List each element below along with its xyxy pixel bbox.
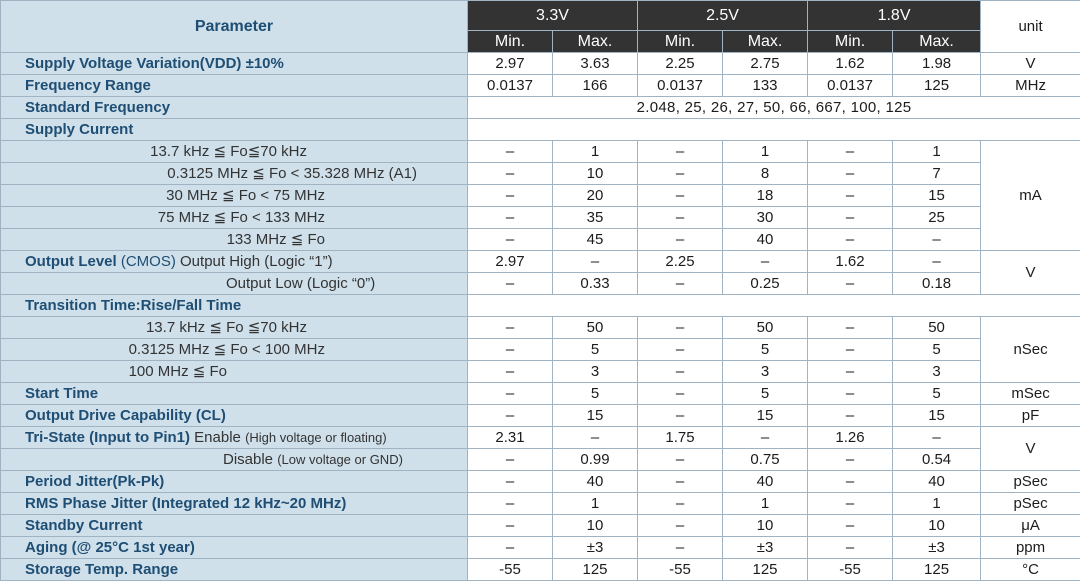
cell: 1 [723,493,808,515]
sub-label: 133 MHz ≦ Fo [1,229,468,251]
cell: 0.0137 [808,75,893,97]
row-label: Storage Temp. Range [1,559,468,581]
cell: – [468,449,553,471]
cell: 40 [553,471,638,493]
cell: – [638,383,723,405]
v33-header: 3.3V [468,1,638,31]
cell: 5 [893,339,981,361]
section-row [1,295,1080,317]
unit-cell: °C [981,559,1080,581]
cell: 125 [893,75,981,97]
unit-cell: MHz [981,75,1080,97]
cell: – [638,163,723,185]
cell: – [638,515,723,537]
v18-header: 1.8V [808,1,981,31]
cell: 3.63 [553,53,638,75]
cell: – [723,251,808,273]
cell: 18 [723,185,808,207]
cell: 0.25 [723,273,808,295]
unit-cell: pF [981,405,1080,427]
unit-cell: mSec [981,383,1080,405]
cell: -55 [468,559,553,581]
table-row [1,427,1080,449]
row-label [1,251,468,273]
section-row [1,119,1080,141]
table-row [1,185,1080,207]
max-header: Max. [553,31,638,53]
enable-note: (High voltage or floating) [245,430,387,445]
cell: 5 [893,383,981,405]
unit-cell: ppm [981,537,1080,559]
cell: 1.62 [808,53,893,75]
cell: 5 [553,383,638,405]
cell: 3 [553,361,638,383]
section-label: Transition Time:Rise/Fall Time [1,295,468,317]
cell: – [808,449,893,471]
row-label: Standard Frequency [1,97,468,119]
max-header: Max. [893,31,981,53]
cell: 10 [723,515,808,537]
tristate-label: Tri-State (Input to Pin1) [25,429,190,446]
cell: 45 [553,229,638,251]
standard-frequency-values: 2.048, 25, 26, 27, 50, 66, 667, 100, 125 [468,97,1080,119]
cell: 40 [893,471,981,493]
cell: – [893,229,981,251]
cell: 10 [553,163,638,185]
enable-label: Enable [194,429,241,446]
row-label: Output Drive Capability (CL) [1,405,468,427]
cell: 2.31 [468,427,553,449]
cell: – [808,361,893,383]
cell: – [638,537,723,559]
table-row [1,229,1080,251]
cell: 3 [723,361,808,383]
cell: 1 [893,493,981,515]
cell: 0.54 [893,449,981,471]
table-row [1,53,1080,75]
cell: – [638,185,723,207]
table-row [1,515,1080,537]
cell: – [468,207,553,229]
cell: 1 [893,141,981,163]
cell: 15 [723,405,808,427]
cell: – [638,207,723,229]
cell: – [638,493,723,515]
cell: – [808,405,893,427]
cell: 0.75 [723,449,808,471]
cell: 0.99 [553,449,638,471]
blank-cell [468,295,1080,317]
min-header: Min. [638,31,723,53]
cell: – [638,361,723,383]
cell: 2.25 [638,251,723,273]
cell: – [468,163,553,185]
unit-cell: nSec [981,317,1080,383]
sub-label: 75 MHz ≦ Fo < 133 MHz [1,207,468,229]
parameter-header: Parameter [1,1,468,53]
cell: – [468,229,553,251]
cell: 1.62 [808,251,893,273]
cell: 25 [893,207,981,229]
cell: ±3 [893,537,981,559]
cell: – [893,427,981,449]
cell: 10 [553,515,638,537]
table-row [1,75,1080,97]
cell: – [638,449,723,471]
cell: 1 [553,493,638,515]
cell: 2.75 [723,53,808,75]
cell: 1.26 [808,427,893,449]
cell: – [808,515,893,537]
table-row [1,339,1080,361]
table-row [1,273,1080,295]
cell: 35 [553,207,638,229]
cell: – [723,427,808,449]
cell: – [468,317,553,339]
cell: – [808,471,893,493]
cmos-tag: (CMOS) [121,253,176,270]
cell: – [468,383,553,405]
cell: ±3 [723,537,808,559]
row-label: RMS Phase Jitter (Integrated 12 kHz~20 MHz) [1,493,468,515]
cell: – [808,273,893,295]
cell: 50 [723,317,808,339]
cell: 7 [893,163,981,185]
cell: 166 [553,75,638,97]
unit-cell: pSec [981,471,1080,493]
cell: – [468,141,553,163]
row-label: Supply Voltage Variation(VDD) ±10% [1,53,468,75]
table-row [1,163,1080,185]
cell: – [808,383,893,405]
row-label: Aging (@ 25°C 1st year) [1,537,468,559]
cell: 2.97 [468,53,553,75]
cell: – [468,339,553,361]
sub-label: Output Low (Logic “0”) [1,273,468,295]
disable-note: (Low voltage or GND) [277,452,403,467]
table-row [1,141,1080,163]
min-header: Min. [468,31,553,53]
v25-header: 2.5V [638,1,808,31]
unit-cell: μA [981,515,1080,537]
table-row [1,559,1080,581]
cell: 10 [893,515,981,537]
cell: – [808,493,893,515]
cell: 8 [723,163,808,185]
cell: 3 [893,361,981,383]
table-row [1,251,1080,273]
table-row [1,97,1080,119]
cell: 40 [723,229,808,251]
cell: 2.25 [638,53,723,75]
cell: – [893,251,981,273]
cell: – [468,361,553,383]
row-label: Standby Current [1,515,468,537]
cell: 0.18 [893,273,981,295]
sub-label: 0.3125 MHz ≦ Fo < 35.328 MHz (A1) [1,163,468,185]
row-label [1,427,468,449]
cell: – [468,273,553,295]
cell: – [808,317,893,339]
table-row [1,317,1080,339]
unit-cell: pSec [981,493,1080,515]
min-header: Min. [808,31,893,53]
cell: – [468,405,553,427]
cell: – [638,141,723,163]
table-row [1,449,1080,471]
cell: 50 [893,317,981,339]
sub-label: 100 MHz ≦ Fo [1,361,468,383]
cell: – [808,537,893,559]
table-row [1,493,1080,515]
cell: – [808,163,893,185]
cell: – [553,251,638,273]
cell: 0.0137 [468,75,553,97]
cell: 5 [553,339,638,361]
cell: -55 [808,559,893,581]
cell: – [638,471,723,493]
section-label: Supply Current [1,119,468,141]
cell: 50 [553,317,638,339]
unit-cell: V [981,427,1080,471]
cell: 2.97 [468,251,553,273]
cell: -55 [638,559,723,581]
cell: 5 [723,339,808,361]
blank-cell [468,119,1080,141]
cell: – [468,537,553,559]
cell: – [808,141,893,163]
cell: – [808,229,893,251]
unit-cell: V [981,53,1080,75]
cell: 30 [723,207,808,229]
cell: 133 [723,75,808,97]
cell: – [638,229,723,251]
cell: 1.75 [638,427,723,449]
row-label: Period Jitter(Pk-Pk) [1,471,468,493]
cell: 40 [723,471,808,493]
output-level-label: Output Level [25,253,117,270]
cell: 0.33 [553,273,638,295]
output-high-label: Output High (Logic “1”) [180,253,333,270]
cell: 125 [893,559,981,581]
cell: – [468,515,553,537]
cell: 15 [893,185,981,207]
cell: – [638,273,723,295]
unit-cell: mA [981,141,1080,251]
cell: – [468,471,553,493]
table-row [1,361,1080,383]
sub-label: 30 MHz ≦ Fo < 75 MHz [1,185,468,207]
cell: – [808,339,893,361]
cell: 0.0137 [638,75,723,97]
table-row [1,405,1080,427]
cell: – [553,427,638,449]
disable-label: Disable [223,451,273,468]
table-row [1,383,1080,405]
cell: – [808,207,893,229]
sub-label: 13.7 kHz ≦ Fo≦70 kHz [1,141,468,163]
cell: – [638,405,723,427]
sub-label [1,449,468,471]
cell: 15 [893,405,981,427]
table-row [1,537,1080,559]
cell: – [638,339,723,361]
cell: 125 [553,559,638,581]
unit-header: unit [981,1,1080,53]
cell: 20 [553,185,638,207]
cell: 1.98 [893,53,981,75]
row-label: Start Time [1,383,468,405]
cell: ±3 [553,537,638,559]
cell: – [468,185,553,207]
table-row [1,207,1080,229]
cell: 5 [723,383,808,405]
table-row [1,471,1080,493]
cell: – [468,493,553,515]
cell: – [638,317,723,339]
sub-label: 13.7 kHz ≦ Fo ≦70 kHz [1,317,468,339]
unit-cell: V [981,251,1080,295]
row-label: Frequency Range [1,75,468,97]
cell: 125 [723,559,808,581]
max-header: Max. [723,31,808,53]
sub-label: 0.3125 MHz ≦ Fo < 100 MHz [1,339,468,361]
cell: 15 [553,405,638,427]
cell: 1 [723,141,808,163]
cell: 1 [553,141,638,163]
cell: – [808,185,893,207]
